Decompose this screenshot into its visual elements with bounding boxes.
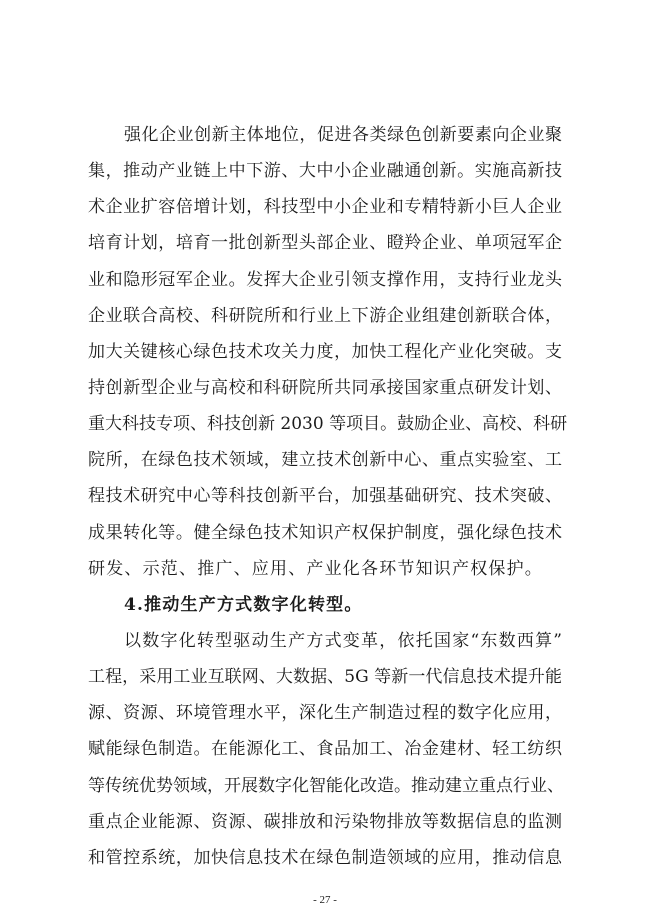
page-number: - 27 - bbox=[313, 894, 337, 906]
text-line: 业和隐形冠军企业。发挥大企业引领支撑作用，支持行业龙头 bbox=[88, 269, 562, 290]
text-line: 院所，在绿色技术领域，建立技术创新中心、重点实验室、工 bbox=[88, 450, 562, 471]
text-line: 持创新型企业与高校和科研院所共同承接国家重点研发计划、 bbox=[88, 377, 562, 398]
text-line: 企业联合高校、科研院所和行业上下游企业组建创新联合体， bbox=[88, 305, 562, 326]
text-line: 强化企业创新主体地位，促进各类绿色创新要素向企业聚 bbox=[124, 125, 562, 145]
text-line: 等传统优势领域，开展数字化智能化改造。推动建立重点行业、 bbox=[88, 775, 564, 796]
text-line: 术企业扩容倍增计划，科技型中小企业和专精特新小巨人企业 bbox=[88, 197, 562, 218]
document-body bbox=[88, 117, 568, 876]
text-line: 赋能绿色制造。在能源化工、食品加工、冶金建材、轻工纺织 bbox=[88, 739, 562, 760]
text-line: 成果转化等。健全绿色技术知识产权保护制度，强化绿色技术 bbox=[88, 522, 562, 543]
text-line: 重点企业能源、资源、碳排放和污染物排放等数据信息的监测 bbox=[88, 811, 562, 832]
text-line: 集，推动产业链上中下游、大中小企业融通创新。实施高新技 bbox=[88, 161, 562, 182]
text-line: 加大关键核心绿色技术攻关力度，加快工程化产业化突破。支 bbox=[88, 341, 562, 362]
text-line: 源、资源、环境管理水平，深化生产制造过程的数字化应用， bbox=[88, 703, 562, 724]
text-line: 程技术研究中心等科技创新平台，加强基础研究、技术突破、 bbox=[88, 486, 562, 507]
text-line: 重大科技专项、科技创新 2030 等项目。鼓励企业、高校、科研 bbox=[88, 414, 568, 435]
text-line: 以数字化转型驱动生产方式变革，依托国家“东数西算” bbox=[124, 630, 562, 651]
text-line: 研发、示范、推广、应用、产业化各环节知识产权保护。 bbox=[88, 558, 543, 579]
section-heading: 4.推动生产方式数字化转型。 bbox=[124, 594, 363, 615]
text-line: 和管控系统，加快信息技术在绿色制造领域的应用，推动信息 bbox=[88, 847, 562, 868]
text-line: 工程，采用工业互联网、大数据、5G 等新一代信息技术提升能 bbox=[88, 667, 562, 688]
text-line: 培育计划，培育一批创新型头部企业、瞪羚企业、单项冠军企 bbox=[88, 233, 562, 254]
